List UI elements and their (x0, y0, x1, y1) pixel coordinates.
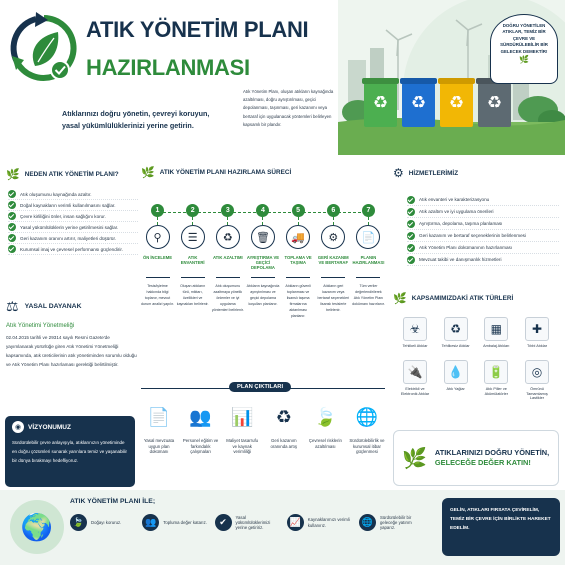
recycle-leaf-logo-icon (8, 10, 80, 92)
outputs-title: PLAN ÇIKTILARI (229, 382, 291, 392)
list-item: Kurumsal imaj ve çevresel performansı güçlendirir. (8, 244, 138, 255)
cta-box (393, 430, 559, 486)
step-number: 2 (186, 204, 199, 217)
step-label: GERİ KAZANIM VE BERTARAF (317, 255, 349, 265)
footer-item-label: Doğayı koruruz. (91, 519, 122, 525)
legal-section (6, 298, 138, 410)
check-icon (407, 256, 415, 264)
hazard-icon: ☣ (403, 317, 427, 341)
waste-type-label: Elektrikli ve Elektronik Atıklar (400, 387, 430, 396)
vision-text: Sürdürülebilir çevre anlayışıyla, atıklarınızın yönetiminde en doğru çözümleri sunarak yarınlara temiz ve yaşanabilir bir dünya bırakmayı hedefliyoruz. (12, 440, 128, 463)
footer-item-label: Yasal yükümlülüklerimizi yerine getiririz. (235, 514, 271, 531)
output-label: Sürdürülebilirlik ve kurumsal itibar güçlenmesi (349, 438, 385, 454)
step-number: 4 (256, 204, 269, 217)
tire-icon: ◎ (525, 360, 549, 384)
oil-drop-icon: 💧 (444, 360, 468, 384)
waste-type-item (397, 360, 433, 397)
community-icon: 👥 (142, 514, 159, 531)
globe-icon: 🌐 (359, 514, 376, 531)
step-label: TOPLAMA VE TAŞIMA (284, 255, 312, 265)
waste-type-label: Ömrünü Tamamlamış Lastikler (526, 387, 548, 401)
globe-hands-icon: 🌍 (10, 500, 64, 554)
leaf-icon: 🌿 (519, 55, 529, 65)
footer-item-label: Kaynaklarımızı verimli kullanırız. (307, 517, 350, 528)
list-item: Ayrıştırma, depolama, taşıma planlaması (407, 218, 559, 230)
process-step (141, 204, 174, 319)
step-number: 5 (292, 204, 305, 217)
bin-gray: ♻ (478, 83, 511, 127)
recycle-icon: ♻ (275, 406, 292, 427)
recycle-icon: ♻ (444, 317, 468, 341)
footer-item (359, 514, 425, 531)
output-item (141, 402, 177, 455)
packaging-icon: ▦ (484, 317, 508, 341)
waste-type-item (519, 317, 555, 354)
list-item: Doğal kaynakların verimli kullanılmasını sağlar. (8, 200, 138, 211)
step-description: Oluşan atıkların türü, miktarı, özellikleri ve kaynakları belirlenir. (176, 284, 209, 306)
process-step (352, 204, 385, 319)
check-icon (407, 220, 415, 228)
output-item (183, 402, 219, 455)
step-number: 7 (362, 204, 375, 217)
medical-icon: ✚ (525, 317, 549, 341)
gear-icon: ⚙ (393, 166, 404, 180)
waste-type-item (397, 317, 433, 354)
footer-item (70, 514, 136, 531)
page-title (86, 18, 308, 80)
footer-item-label: Topluma değer katarız. (163, 519, 207, 525)
output-label: Personel eğitim ve farkındalık çalışmaları (182, 438, 219, 454)
process-step (246, 204, 279, 319)
header-subtitle: Atıklarınızı doğru yönetin, çevreyi koruyun, yasal yükümlülüklerinizi yerine getirin. (62, 109, 210, 130)
output-label: Geri kazanım oranında artış (270, 438, 298, 449)
bin-yellow: ♻ (440, 83, 473, 127)
check-icon (8, 190, 16, 198)
leaf-hand-icon: 🌿 (402, 447, 427, 470)
process-step (282, 204, 315, 319)
why-title: NEDEN ATIK YÖNETİM PLANI? (24, 171, 119, 178)
title-line-1: ATIK YÖNETİM PLANI (86, 17, 309, 42)
waste-type-label: Atık Yağlar (446, 387, 465, 391)
waste-type-label: Ambalaj Atıkları (483, 344, 510, 348)
output-item (224, 402, 260, 455)
list-item: Atık Yönetim Planı dokümanının hazırlanması (407, 242, 559, 254)
header-logo (8, 10, 80, 92)
footer-item (215, 514, 281, 531)
footer-items (70, 514, 425, 531)
list-item: Geri kazanım ve bertaraf seçeneklerinin belirlenmesi (407, 230, 559, 242)
step-label: ATIK ENVANTERİ (180, 255, 205, 265)
outputs-list (141, 402, 385, 455)
vision-title: VİZYONUMUZ (28, 423, 71, 431)
list-item: Mevzuat takibi ve danışmanlık hizmetleri (407, 254, 559, 266)
document-icon: 📄 (147, 406, 171, 427)
step-description: Tüm veriler değerlendirilerek Atık Yönetim Planı dokümanı hazırlanır. (352, 284, 385, 306)
why-section (6, 168, 138, 286)
waste-type-item (478, 317, 514, 354)
leaf-icon: 🌿 (393, 293, 407, 305)
process-step (176, 204, 209, 319)
step-number: 1 (151, 204, 164, 217)
services-section (393, 166, 559, 286)
output-label: Maliyet tasarrufu ve kaynak verimliliği (226, 438, 259, 454)
step-label: AYRIŞTIRMA VE GEÇİCİ DEPOLAMA (246, 255, 280, 270)
truck-icon: 🚚 (286, 225, 310, 249)
waste-type-item (438, 317, 474, 354)
bar-chart-icon: 📊 (230, 406, 254, 427)
intro-text: Atık Yönetim Planı, oluşan atıkların kaynağında azaltılması, doğru ayrıştırılması, geçici depolanması, taşınması, geri kazanımı veya bertaraf için uygulanacak yöntemleri belirleyen kapsamlı bir plandır. (243, 89, 334, 127)
electronics-icon: 🔌 (403, 360, 427, 384)
list-item: Geri kazanım oranını artırır, maliyetleri düşürür. (8, 233, 138, 244)
list-item: Atık oluşumunu kaynağında azaltır. (8, 189, 138, 200)
process-step (211, 204, 244, 319)
list-item: Çevre kirliliğini önler, insan sağlığını korur. (8, 211, 138, 222)
trash-bin-icon: 🗑 (251, 225, 275, 249)
check-icon (407, 196, 415, 204)
process-section (141, 166, 385, 366)
leaf-icon: 🌿 (6, 169, 20, 181)
title-line-2: HAZIRLANMASI (86, 55, 250, 80)
step-description: Atıkların geri kazanım veya bertaraf seçenekleri lisanslı tesislerle belirlenir. (317, 284, 350, 312)
vision-box (5, 416, 135, 487)
services-list (393, 194, 559, 266)
legal-regulation: Atık Yönetimi Yönetmeliği (6, 323, 75, 329)
footer (0, 490, 565, 565)
team-icon: 👥 (189, 406, 212, 427)
step-label: PLANIN HAZIRLANMASI (352, 255, 385, 265)
slogan-badge (490, 14, 558, 84)
waste-types-title: KAPSAMIMIZDAKİ ATIK TÜRLERİ (411, 295, 514, 302)
recycle-icon: ♻ (216, 225, 240, 249)
step-description: Atıkların kaynağında ayrıştırılması ve geçici depolama koşulları planlanır. (246, 284, 280, 306)
waste-type-label: Tehlikesiz Atıklar (441, 344, 470, 348)
leaf-icon: 🍃 (70, 514, 87, 531)
waste-type-label: Tehlikeli Atıklar (402, 344, 428, 348)
step-description: Atık oluşumunu azaltmaya yönelik önlemler ve iyi uygulama yöntemleri belirlenir. (211, 284, 244, 312)
check-icon (407, 244, 415, 252)
waste-types-section (393, 292, 559, 420)
list-item: Atık envanteri ve karakterizasyonu (407, 194, 559, 206)
check-icon (8, 223, 16, 231)
step-number: 3 (221, 204, 234, 217)
output-item (349, 402, 385, 455)
leaf-icon: 🌿 (141, 167, 155, 179)
footer-item (287, 514, 353, 531)
eye-icon: ◉ (12, 421, 24, 433)
check-icon (407, 232, 415, 240)
check-icon (8, 212, 16, 220)
waste-types-grid (393, 317, 559, 401)
output-label: Yasal mevzuata uygun plan dokümanı (143, 438, 175, 454)
magnifier-icon: ⚲ (146, 225, 170, 249)
services-title: HİZMETLERİMİZ (408, 169, 459, 177)
leaf-icon: 🍃 (314, 406, 337, 427)
badge-text: DOĞRU YÖNETİLEN ATIKLAR, TEMİZ BİR ÇEVRE VE SÜRDÜRÜLEBİLİR BİR GELECEK DEMEKTİR! (500, 23, 548, 54)
outputs-section (141, 384, 385, 476)
step-description: Tesis/işletme hakkında bilgi toplanır, mevcut durum analizi yapılır. (141, 284, 174, 306)
closing-text: GELİN, ATIKLARI FIRSATA ÇEVİRELİM, TEMİZ BİR ÇEVRE İÇİN BİRLİKTE HAREKET EDELİM. (450, 508, 551, 531)
process-title: ATIK YÖNETİM PLANI HAZIRLAMA SÜRECİ (159, 169, 292, 176)
footer-title: ATIK YÖNETİM PLANI İLE; (70, 498, 156, 505)
cta-line-1: ATIKLARINIZI DOĞRU YÖNETİN, (434, 448, 550, 457)
step-description: Atıkların güvenli toplanması ve lisanslı taşıma firmalarına aktarılması planlanır. (285, 284, 311, 318)
recycle-gear-icon: ⚙ (321, 225, 345, 249)
step-label: ÖN İNCELEME (142, 255, 173, 260)
bin-green: ♻ (364, 83, 397, 127)
bin-blue: ♻ (402, 83, 435, 127)
legal-title: YASAL DAYANAK (24, 303, 82, 310)
cta-line-2: GELECEĞE DEĞER KATIN! (434, 458, 531, 467)
check-icon (8, 234, 16, 242)
check-icon (8, 201, 16, 209)
waste-type-label: Tıbbi Atıklar (526, 344, 547, 348)
step-label: ATIK AZALTIMI (212, 255, 243, 260)
document-check-icon: 📄 (356, 225, 380, 249)
check-icon (8, 245, 16, 253)
process-step (317, 204, 350, 319)
document-check-icon: ✔ (215, 514, 232, 531)
process-steps (141, 204, 385, 319)
waste-type-item (438, 360, 474, 397)
list-item: Yasal yükümlülüklerin yerine getirilmesini sağlar. (8, 222, 138, 233)
waste-type-item (519, 360, 555, 401)
chart-icon: 📈 (287, 514, 304, 531)
check-icon (407, 208, 415, 216)
waste-type-item (478, 360, 514, 397)
list-item: Atık azaltım ve iyi uygulama önerileri (407, 206, 559, 218)
scales-icon: ⚖ (6, 298, 19, 314)
why-list (6, 189, 138, 255)
closing-box (442, 498, 560, 556)
output-item (307, 402, 343, 455)
footer-item-label: Sürdürülebilir bir geleceğe yatırım yaparız. (380, 514, 412, 531)
footer-item (142, 514, 208, 531)
checklist-icon: ☰ (181, 225, 205, 249)
waste-type-label: Atık Piller ve Akümülatörler (484, 387, 509, 396)
output-label: Çevresel risklerin azaltılması (308, 438, 342, 449)
step-number: 6 (327, 204, 340, 217)
output-item (266, 402, 302, 455)
globe-icon: 🌐 (355, 406, 379, 427)
battery-icon: 🔋 (484, 360, 508, 384)
legal-text: 02.04.2015 tarihli ve 29314 sayılı Resmi Gazete'de yayımlanarak yürürlüğe giren Atık Yönetimi Yönetmeliği kapsamında, atık üreticilerinin atık yönetiminden sorumlu olduğu ve Atık Yönetim Planı hazırlaması gerektiği belirtilmiştir. (6, 335, 137, 367)
